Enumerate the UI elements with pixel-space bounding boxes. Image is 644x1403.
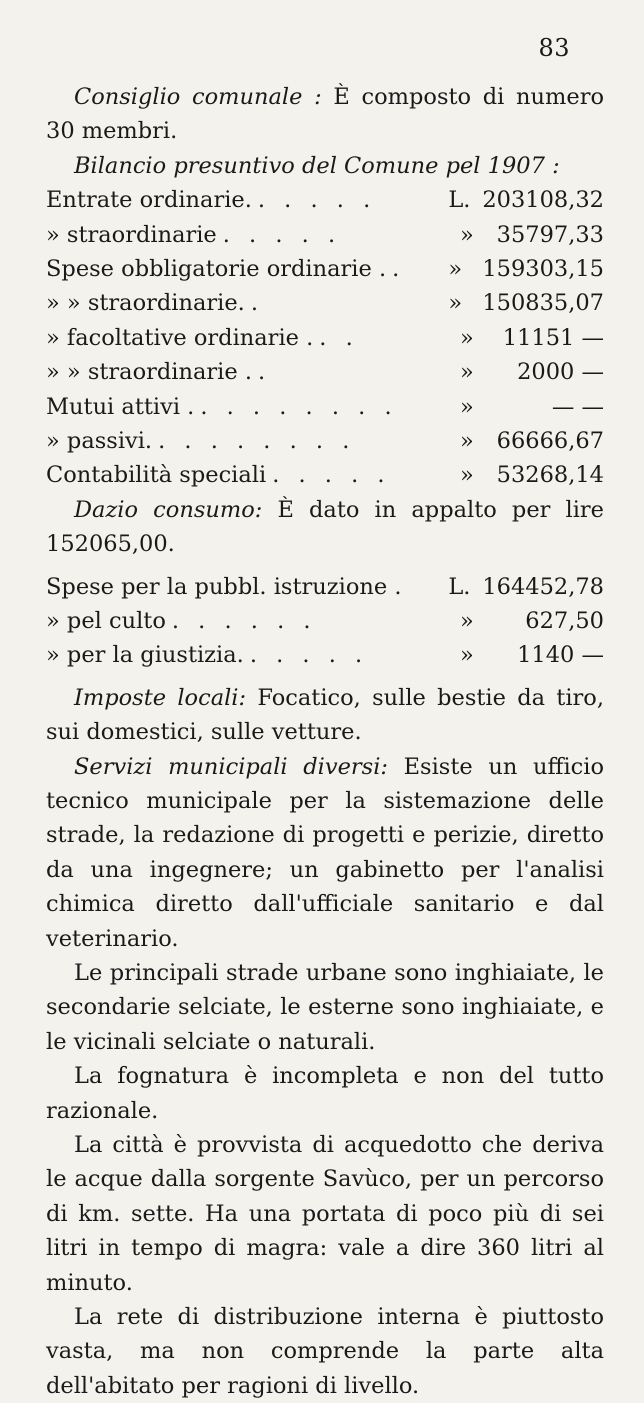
ledger-row (46, 458, 604, 492)
ledger-leader-dots: . . . . . (257, 187, 377, 214)
ledger-label: Spese obbligatorie ordinarie . (46, 256, 387, 282)
ledger-row (46, 424, 604, 458)
ledger-leader-dots: . . . . . . . . (200, 393, 398, 420)
ledger-label: Contabilità speciali (46, 462, 267, 489)
ledger-label: » pel culto (46, 607, 166, 634)
ledger-row (46, 286, 604, 320)
ledger-leader-dots: . (257, 359, 272, 386)
bilancio-heading-line (46, 149, 604, 183)
ledger-row (46, 604, 604, 638)
body-paragraph-rete: La rete di distribuzione interna è piuttosto vasta, ma non comprende la parte alta dell'abitato per ragioni di livello. (46, 1304, 604, 1399)
ledger-leader-dots: . . . . . (272, 462, 391, 489)
ledger-leader-dots: . . (319, 324, 359, 351)
ledger-amount: 53268,14 (496, 462, 604, 489)
ledger-label: Spese per la pubbl. istruzione . (46, 573, 402, 600)
body-paragraph-acquedotto: La città è provvista di acquedotto che deriva le acque dalla sorgente Savùco, per un percorso di km. sette. Ha una portata di poco più di sei litri in tempo di magra: vale a dire 360 litri al minuto. (46, 1132, 604, 1296)
ledger-amount: 66666,67 (496, 427, 604, 454)
ledger-currency: L. (448, 573, 471, 600)
ledger-row (46, 321, 604, 355)
spese-table (46, 570, 604, 673)
ledger-row (46, 218, 604, 252)
ledger-leader-dots: . (392, 256, 406, 282)
ledger-currency: L. (448, 187, 471, 214)
ledger-label: » per la giustizia. (46, 642, 244, 669)
page-number: 83 (538, 34, 570, 62)
ledger-currency: » (448, 256, 463, 282)
ledger-leader-dots: . . . . . (222, 221, 342, 248)
ledger-row (46, 183, 604, 217)
ledger-label: Mutui attivi . (46, 393, 195, 420)
servizi-text: Esiste un ufficio tecnico municipale per la sistemazione delle strade, la redazione di progetti e perizie, diretto da una ingegnere; un gabinetto per l'analisi chimica diretto dall'ufficiale sanitario e dal veterinario. (46, 753, 604, 952)
ledger-label: » » straordinarie. (46, 290, 245, 317)
ledger-row (46, 638, 604, 672)
ledger-amount: 203108,32 (482, 187, 604, 214)
bilancio-heading: Bilancio presuntivo del Comune pel 1907 : (74, 152, 560, 179)
body-paragraph-strade: Le principali strade urbane sono inghiaiate, le secondarie selciate, le esterne sono inghiaiate, e le vicinali selciate o naturali. (46, 959, 604, 1055)
ledger-label: Entrate ordinarie. (46, 187, 252, 214)
ledger-leader-dots: . . . . . . . . (158, 427, 356, 454)
ledger-leader-dots: . (250, 290, 264, 317)
ledger-currency: » (460, 427, 474, 454)
page-content (46, 80, 604, 1403)
ledger-label: » straordinarie (46, 221, 217, 248)
consiglio-text: È composto di numero 30 membri. (46, 84, 604, 145)
ledger-amount: 11151 — (502, 324, 604, 351)
body-paragraph-fognatura: La fognatura è incompleta e non del tutto razionale. (46, 1063, 604, 1124)
ledger-currency: » (460, 221, 474, 248)
ledger-currency: » (460, 359, 474, 386)
ledger-leader-dots: . . . . . (249, 642, 369, 669)
ledger-amount: 35797,33 (496, 221, 604, 248)
ledger-label: » passivi. (46, 427, 153, 454)
ledger-currency: » (460, 393, 474, 420)
ledger-amount: 159303,15 (482, 256, 604, 282)
dazio-text: È dato in appalto per lire 152065,00. (46, 496, 604, 558)
consiglio-heading: Consiglio comunale : (74, 84, 322, 110)
ledger-amount: 150835,07 (482, 290, 604, 317)
consiglio-paragraph (46, 80, 604, 149)
dazio-heading: Dazio consumo: (74, 496, 263, 523)
ledger-row (46, 355, 604, 389)
ledger-currency: » (460, 642, 474, 669)
bilancio-table (46, 183, 604, 493)
imposte-heading: Imposte locali: (74, 684, 247, 711)
dazio-paragraph (46, 493, 604, 562)
ledger-amount: 1140 — (517, 642, 604, 669)
ledger-currency: » (460, 462, 474, 489)
servizi-heading: Servizi municipali diversi: (74, 753, 388, 780)
ledger-currency: » (460, 324, 474, 351)
ledger-leader-dots: . . . . . . (171, 607, 317, 634)
ledger-currency: » (460, 607, 474, 634)
ledger-row (46, 252, 604, 286)
ledger-amount: 164452,78 (482, 573, 604, 600)
servizi-paragraph (46, 750, 604, 956)
ledger-amount: 627,50 (525, 607, 604, 634)
ledger-row (46, 570, 604, 604)
imposte-paragraph (46, 681, 604, 750)
ledger-amount: 2000 — (517, 359, 604, 386)
ledger-label: » facoltative ordinarie . (46, 324, 314, 351)
imposte-text: Focatico, sulle bestie da tiro, sui domestici, sulle vetture. (46, 684, 604, 746)
ledger-currency: » (448, 290, 463, 317)
ledger-row (46, 390, 604, 424)
ledger-amount: — — (551, 393, 604, 420)
ledger-label: » » straordinarie . (46, 359, 252, 386)
